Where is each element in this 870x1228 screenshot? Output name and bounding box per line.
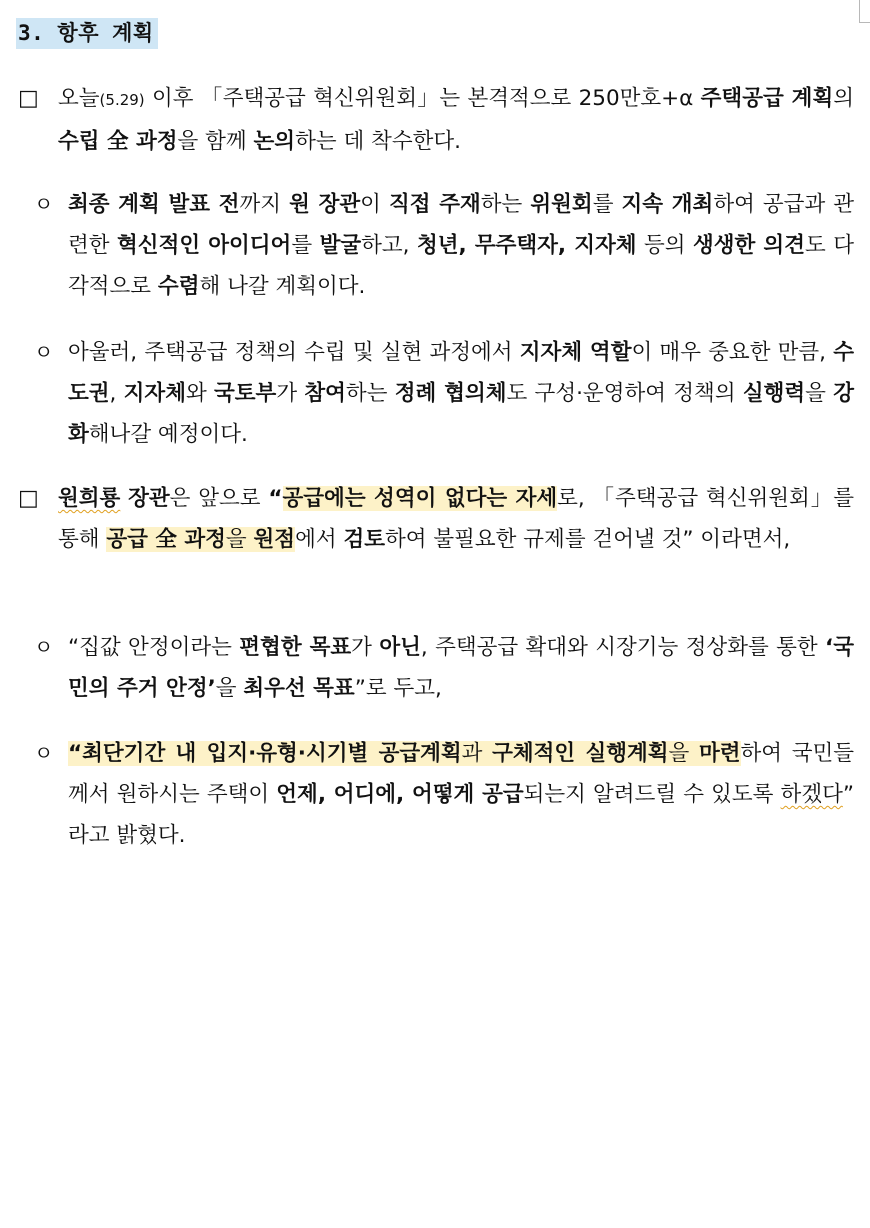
bold-run: 청년, 무주택자, 지자체 [416, 233, 637, 258]
text-run: 까지 [239, 192, 290, 217]
paragraph-4-text [58, 478, 854, 560]
bold-run: 실행력 [742, 381, 806, 406]
text-run: 이후 「주택공급 혁신위원회」는 본격적으로 250만호+α [144, 86, 701, 111]
highlighted-run: 구체적인 실행계획 [492, 741, 669, 766]
circle-bullet: ㅇ [34, 635, 54, 659]
paragraph-3-text [68, 332, 854, 455]
bold-run: 지자체 [123, 381, 186, 406]
text-run: 을 [805, 381, 834, 406]
bold-run: 생생한 의견 [693, 233, 805, 258]
page-corner-marker [859, 0, 870, 23]
bold-run: 수렴 [157, 274, 200, 299]
bold-run: 아닌 [379, 635, 421, 660]
text-run: 하는 [345, 381, 395, 406]
bold-run: 직접 주재 [388, 192, 481, 217]
highlighted-run: 공급에는 성역이 없다는 자세 [282, 486, 558, 511]
highlighted-text: 과 [461, 741, 493, 766]
bold-run: 원 장관 [289, 192, 361, 217]
bold-run: 발굴 [319, 233, 362, 258]
text-run: 하여 국민들께서 원하시는 주택이 [68, 741, 855, 807]
bold-run: 언제, 어디에, 어떻게 공급 [276, 782, 524, 807]
highlighted-run: 원점 [253, 527, 296, 552]
text-run: 가 [351, 635, 380, 660]
text-run: 하고, [361, 233, 417, 258]
paragraph-5-text [68, 627, 854, 709]
bold-run: 편협한 목표 [239, 635, 352, 660]
bold-run: 혁신적인 아이디어 [117, 233, 292, 258]
date-note: (5.29) [99, 91, 145, 109]
text-run: 로, 「주택공급 혁신위원회」를 통해 [58, 486, 854, 552]
text-run: 에서 [295, 527, 344, 552]
highlighted-run: “최단기간 내 입지·유형·시기별 공급계획 [68, 741, 462, 766]
text-run: 은 앞으로 [169, 486, 269, 511]
text-run: 을 [215, 676, 244, 701]
text-run: 하여 공급과 관련한 [68, 192, 855, 258]
circle-bullet: ㅇ [34, 340, 54, 364]
text-run: ” 라고 밝혔다. [68, 782, 854, 848]
text-run: 아울러, 주택공급 정책의 수립 및 실현 과정에서 [68, 340, 520, 365]
text-run: 하는 데 착수한다. [295, 129, 461, 154]
text-run: 이 [360, 192, 389, 217]
text-run: 도 구성·운영하여 정책의 [506, 381, 743, 406]
paragraph-2-text [68, 184, 854, 307]
bold-run: 국토부 [214, 381, 277, 406]
section-heading: 3. 항후 계획 [16, 18, 158, 49]
text-run [120, 486, 128, 511]
bold-run: 수립 全 과정 [58, 129, 178, 154]
text-run: , 주택공급 확대와 시장기능 정상화를 통한 [420, 635, 826, 660]
quote-mark: “ [268, 486, 283, 511]
text-run: 를 [291, 233, 320, 258]
bold-run: 장관 [128, 486, 170, 511]
bold-run: 수도권 [68, 340, 854, 406]
bold-run: 최우선 목표 [243, 676, 355, 701]
text-run: 도 다각적으로 [68, 233, 855, 299]
text-run: ”로 두고, [354, 676, 442, 701]
paragraph-6-text [68, 733, 854, 856]
text-run: 하여 불필요한 규제를 걷어낼 것” 이라면서, [385, 527, 791, 552]
circle-bullet: ㅇ [34, 192, 54, 216]
bold-run: 지자체 역할 [519, 340, 632, 365]
circle-bullet: ㅇ [34, 741, 54, 765]
text-run: 하겠다 [780, 782, 843, 807]
bold-run: ‘국민의 주거 안정’ [68, 635, 854, 701]
bold-run: 최종 계획 발표 전 [68, 192, 240, 217]
text-run: 을 함께 [177, 129, 254, 154]
text-run: 오늘 [58, 86, 100, 111]
text-run: 해나갈 예정이다. [88, 422, 248, 447]
bold-run: 정례 협의체 [394, 381, 507, 406]
text-run: 해 나갈 계획이다. [199, 274, 366, 299]
bold-run: 논의 [253, 129, 296, 154]
bold-run: 주택공급 계획 [700, 86, 834, 111]
bold-run: 강화 [68, 381, 854, 447]
text-run: 등의 [636, 233, 693, 258]
square-bullet: □ [18, 86, 39, 111]
highlighted-text: 을 [225, 527, 254, 552]
text-run: 가 [276, 381, 305, 406]
text-run: 이 매우 중요한 만큼, [631, 340, 834, 365]
bold-run: 원희룡 [58, 486, 121, 511]
paragraph-1-text [58, 78, 854, 162]
bold-run: 검토 [343, 527, 385, 552]
highlighted-text: 을 [668, 741, 699, 766]
text-run: 와 [185, 381, 215, 406]
text-run: 의 [833, 86, 854, 111]
highlighted-run: 마련 [698, 741, 741, 766]
text-run: 하는 [480, 192, 531, 217]
bold-run: 지속 개최 [621, 192, 714, 217]
bold-run: 참여 [304, 381, 346, 406]
text-run: 를 [592, 192, 622, 217]
text-run: 되는지 알려드릴 수 있도록 [523, 782, 781, 807]
highlighted-run: 공급 全 과정 [106, 527, 226, 552]
text-run: “집값 안정이라는 [68, 635, 240, 660]
bold-run: 위원회 [530, 192, 593, 217]
square-bullet: □ [18, 486, 39, 511]
text-run: , [109, 381, 124, 406]
